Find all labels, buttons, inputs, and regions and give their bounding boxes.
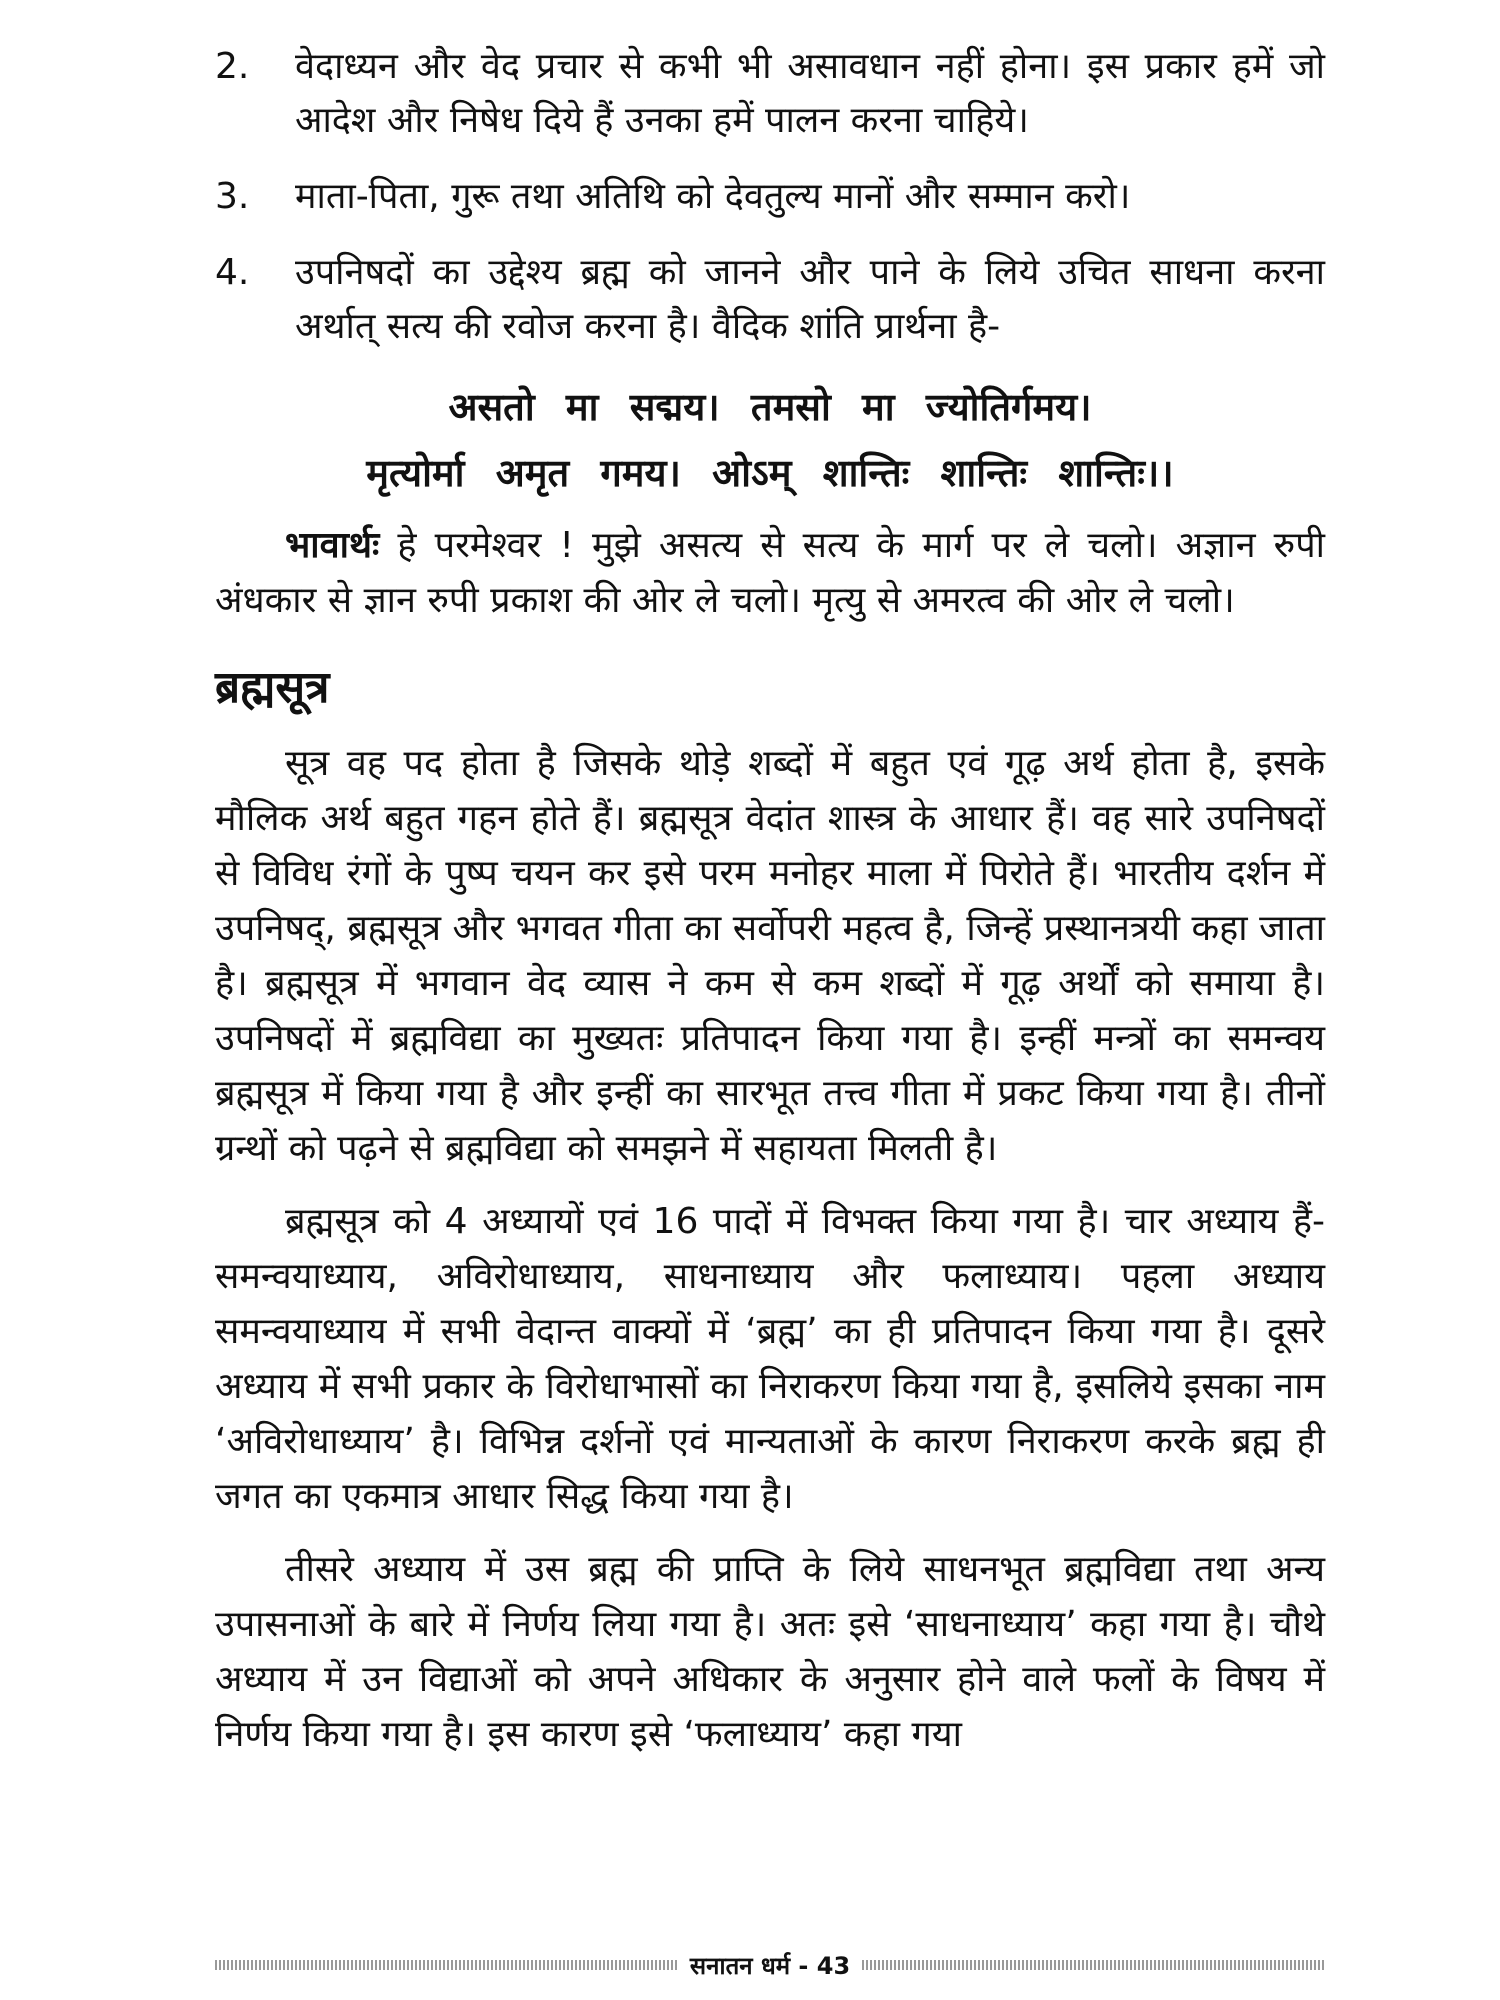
list-text: वेदाध्यन और वेद प्रचार से कभी भी असावधान नहीं होना। इस प्रकार हमें जो आदेश और निषेध दिये हैं उनका हमें पालन करना चाहिये। xyxy=(295,46,1325,141)
bhavarth-text: हे परमेश्वर ! मुझे असत्य से सत्य के मार्ग पर ले चलो। अज्ञान रुपी अंधकार से ज्ञान रुपी प्रकाश की ओर ले चलो। मृत्यु से अमरत्व की ओर ले चलो। xyxy=(215,525,1325,621)
footer-label: सनातन धर्म - 43 xyxy=(689,1951,851,1980)
footer-rule-left xyxy=(215,1960,678,1970)
paragraph-2: ब्रह्मसूत्र को 4 अध्यायों एवं 16 पादों में विभक्त किया गया है। चार अध्याय हैं- समन्वयाध्याय, अविरोधाध्याय, साधनाध्याय और फलाध्याय। पहला अध्याय समन्वयाध्याय में सभी वेदान्त वाक्यों में ‘ब्रह्म’ का ही प्रतिपादन किया गया है। दूसरे अध्याय में सभी प्रकार के विरोधाभासों का निराकरण किया गया है, इसलिये इसका नाम ‘अविरोधाध्याय’ है। विभिन्न दर्शनों एवं मान्यताओं के कारण निराकरण करके ब्रह्म ही जगत का एकमात्र आधार सिद्ध किया गया है। xyxy=(215,1201,1325,1517)
shloka-line-1: असतो मा सद्मय। तमसो मा ज्योतिर्गमय। xyxy=(448,385,1092,429)
list-number: 2. xyxy=(215,46,250,87)
page-body xyxy=(215,40,1325,1920)
section-title: ब्रह्मसूत्र xyxy=(215,662,330,713)
bhavarth-label: भावार्थः xyxy=(285,525,380,566)
list-item-3 xyxy=(215,170,1325,224)
paragraph-3: तीसरे अध्याय में उस ब्रह्म की प्राप्ति के लिये साधनभूत ब्रह्मविद्या तथा अन्य उपासनाओं के बारे में निर्णय लिया गया है। अतः इसे ‘साधनाध्याय’ कहा गया है। चौथे अध्याय में उन विद्याओं को अपने अधिकार के अनुसार होने वाले फलों के विषय में निर्णय किया गया है। इस कारण इसे ‘फलाध्याय’ कहा गया xyxy=(215,1549,1325,1755)
page-footer xyxy=(215,1950,1325,1980)
list-item-4 xyxy=(215,246,1325,354)
list-number: 3. xyxy=(215,176,250,217)
footer-rule-right xyxy=(862,1960,1325,1970)
bhavarth-paragraph xyxy=(215,518,1325,628)
list-number: 4. xyxy=(215,252,250,293)
list-item-2 xyxy=(215,40,1325,148)
paragraph-1: सूत्र वह पद होता है जिसके थोड़े शब्दों में बहुत एवं गूढ़ अर्थ होता है, इसके मौलिक अर्थ बहुत गहन होते हैं। ब्रह्मसूत्र वेदांत शास्त्र के आधार हैं। वह सारे उपनिषदों से विविध रंगों के पुष्प चयन कर इसे परम मनोहर माला में पिरोते हैं। भारतीय दर्शन में उपनिषद्, ब्रह्मसूत्र और भगवत गीता का सर्वोपरी महत्व है, जिन्हें प्रस्थानत्रयी कहा जाता है। ब्रह्मसूत्र में भगवान वेद व्यास ने कम से कम शब्दों में गूढ़ अर्थों को समाया है। उपनिषदों में ब्रह्मविद्या का मुख्यतः प्रतिपादन किया गया है। इन्हीं मन्त्रों का समन्वय ब्रह्मसूत्र में किया गया है और इन्हीं का सारभूत तत्त्व गीता में प्रकट किया गया है। तीनों ग्रन्थों को पढ़ने से ब्रह्मविद्या को समझने में सहायता मिलती है। xyxy=(215,743,1325,1169)
list-text: माता-पिता, गुरू तथा अतिथि को देवतुल्य मानों और सम्मान करो। xyxy=(295,176,1131,217)
list-text: उपनिषदों का उद्देश्य ब्रह्म को जानने और पाने के लिये उचित साधना करना अर्थात् सत्य की रवोज करना है। वैदिक शांति प्रार्थना है- xyxy=(295,252,1325,347)
shloka-line-2: मृत्योर्मा अमृत गमय। ओऽम् शान्तिः शान्तिः शान्तिः।। xyxy=(366,451,1174,495)
